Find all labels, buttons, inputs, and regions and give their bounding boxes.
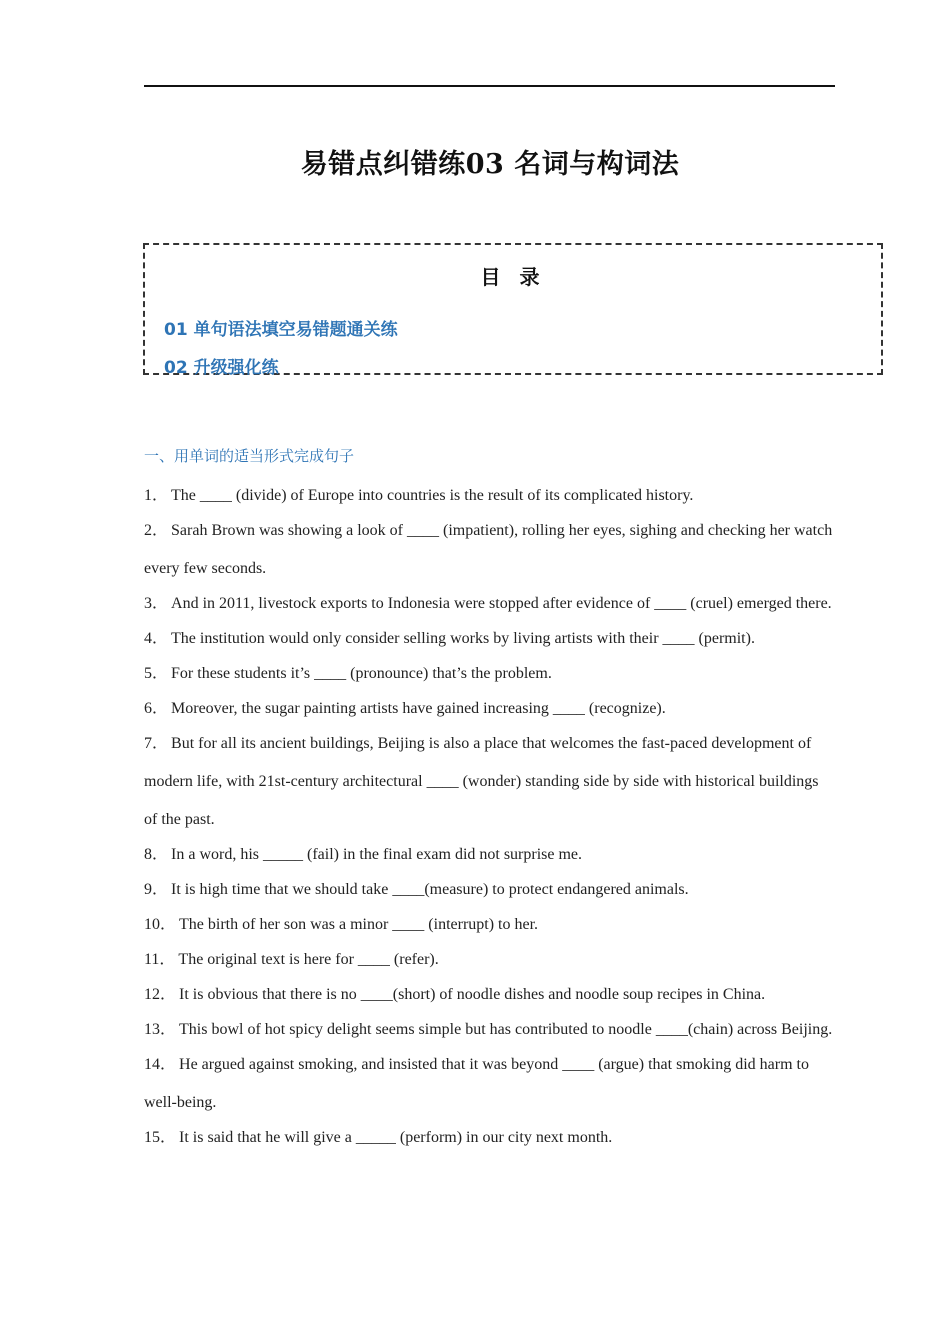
question-text: But for all its ancient buildings, Beijing is also a place that welcomes the fast-paced development of modern life, with 21st-century architectural ____ (wonder) standing side by side with historical buildings of the past. — [144, 735, 819, 828]
toc-item-01[interactable]: 01 单句语法填空易错题通关练 — [164, 320, 398, 340]
question-text: The birth of her son was a minor ____ (interrupt) to her. — [179, 916, 539, 933]
question-item — [144, 976, 834, 1014]
question-item — [144, 585, 834, 623]
question-number: 9． — [144, 881, 169, 898]
question-item — [144, 620, 834, 658]
question-number: 1． — [144, 487, 169, 504]
question-number: 5． — [144, 665, 169, 682]
question-item — [144, 477, 834, 515]
question-list — [144, 477, 834, 1154]
question-item — [144, 725, 834, 839]
question-text: It is obvious that there is no ____(short) of noodle dishes and noodle soup recipes in China. — [179, 986, 766, 1003]
section-heading: 一、用单词的适当形式完成句子 — [144, 447, 355, 465]
question-text: And in 2011, livestock exports to Indonesia were stopped after evidence of ____ (cruel) emerged there. — [171, 595, 832, 612]
question-text: He argued against smoking, and insisted that it was beyond ____ (argue) that smoking did harm to well-being. — [144, 1056, 809, 1111]
question-item — [144, 690, 834, 728]
page-title: 易错点纠错练03 名词与构词法 — [300, 149, 680, 180]
question-text: For these students it’s ____ (pronounce) that’s the problem. — [171, 665, 552, 682]
question-item — [144, 1011, 834, 1049]
question-text: The institution would only consider selling works by living artists with their ____ (permit). — [171, 630, 755, 647]
question-text: It is said that he will give a _____ (perform) in our city next month. — [179, 1129, 613, 1146]
question-number: 15． — [144, 1129, 177, 1146]
question-text: The original text is here for ____ (refer). — [178, 951, 439, 968]
header-rule — [144, 85, 835, 87]
question-number: 12． — [144, 986, 177, 1003]
question-number: 4． — [144, 630, 169, 647]
question-number: 11． — [144, 951, 176, 968]
question-text: This bowl of hot spicy delight seems simple but has contributed to noodle ____(chain) across Beijing. — [179, 1021, 833, 1038]
question-item — [144, 871, 834, 909]
question-text: Sarah Brown was showing a look of ____ (impatient), rolling her eyes, sighing and checking her watch every few seconds. — [144, 522, 833, 577]
question-text: In a word, his _____ (fail) in the final exam did not surprise me. — [171, 846, 583, 863]
question-number: 10． — [144, 916, 177, 933]
table-of-contents — [143, 243, 883, 378]
question-number: 8． — [144, 846, 169, 863]
question-text: The ____ (divide) of Europe into countries is the result of its complicated history. — [171, 487, 694, 504]
question-number: 2． — [144, 522, 169, 539]
question-number: 7． — [144, 735, 169, 752]
question-number: 13． — [144, 1021, 177, 1038]
question-item — [144, 836, 834, 874]
question-item — [144, 512, 834, 588]
toc-heading: 目 录 — [480, 265, 546, 289]
question-item — [144, 655, 834, 693]
toc-item-02[interactable]: 02 升级强化练 — [164, 358, 279, 378]
question-item — [144, 1046, 834, 1122]
question-number: 6． — [144, 700, 169, 717]
question-item — [144, 941, 834, 979]
question-item — [144, 1119, 834, 1157]
question-number: 14． — [144, 1056, 177, 1073]
question-text: It is high time that we should take ____(measure) to protect endangered animals. — [171, 881, 689, 898]
question-number: 3． — [144, 595, 169, 612]
question-text: Moreover, the sugar painting artists have gained increasing ____ (recognize). — [171, 700, 666, 717]
question-item — [144, 906, 834, 944]
